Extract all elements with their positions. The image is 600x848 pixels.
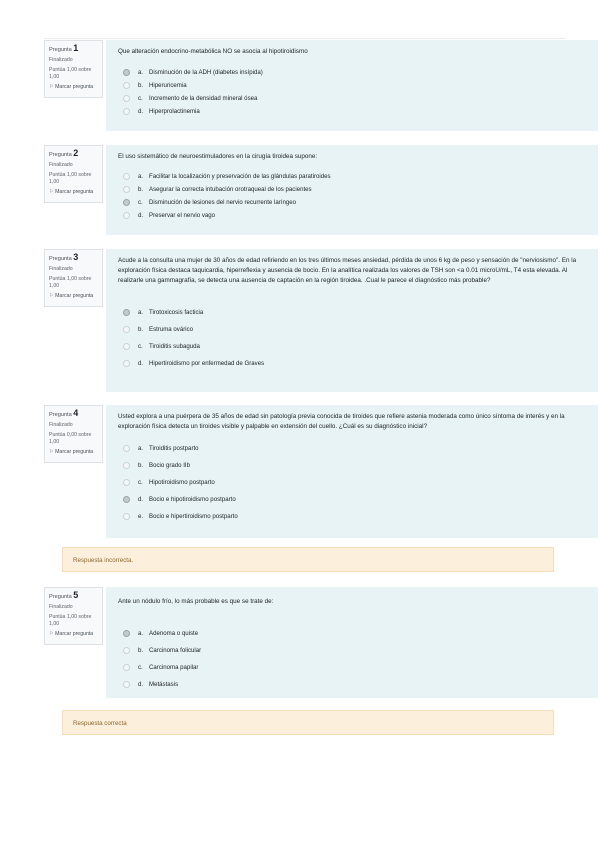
answer-option-c[interactable]: c. Incremento de la densidad mineral ósea xyxy=(118,92,586,105)
flag-question-link[interactable] xyxy=(49,449,99,456)
question-info xyxy=(44,405,103,463)
option-text: Hiperuricemia xyxy=(149,82,187,89)
question-number: 2 xyxy=(73,148,79,158)
option-text: Carcinoma folicular xyxy=(149,647,202,654)
flag-icon: ⚐ xyxy=(49,631,54,637)
radio-button[interactable] xyxy=(123,326,130,333)
radio-button[interactable] xyxy=(123,630,130,637)
answer-options xyxy=(118,66,586,118)
option-text: Bocio grado IIb xyxy=(149,462,190,469)
question-text: El uso sistemático de neuroestimuladores en la cirugía tiroidea supone: xyxy=(118,153,318,160)
flag-question-link[interactable] xyxy=(49,293,99,300)
answer-option-d[interactable]: d. Metástasis xyxy=(118,676,586,693)
option-text: Hipotiroidismo postparto xyxy=(149,479,215,486)
flag-label: Marcar pregunta xyxy=(55,449,94,455)
question-label: Pregunta xyxy=(49,412,72,418)
answer-option-d[interactable]: d. Bocio e hipotiroidismo postparto xyxy=(118,491,586,508)
answer-option-d[interactable]: d. Preservar el nervio vago xyxy=(118,209,586,222)
radio-button[interactable] xyxy=(123,199,130,206)
question-text: Que alteración endocrino-metabólica NO se asocia al hipotiroidismo xyxy=(118,48,308,55)
top-divider xyxy=(44,38,566,39)
option-text: Asegurar la correcta intubación orotraqueal de los pacientes xyxy=(149,186,312,193)
question-info xyxy=(44,40,103,98)
radio-button[interactable] xyxy=(123,647,130,654)
question-text: Usted explora a una puérpera de 35 años de edad sin patología previa conocida de tiroides que refiere astenia moderada como único síntoma de interés y en la exploración física detecta un tiroides visible y palpable en extensión del cuello. ¿Cuál es su diagnóstico inicial? xyxy=(118,413,565,430)
option-text: Hipertiroidismo por enfermedad de Graves xyxy=(149,360,265,367)
answer-option-d[interactable]: d. Hipertiroidismo por enfermedad de Graves xyxy=(118,355,586,372)
answer-options xyxy=(118,625,586,693)
radio-button[interactable] xyxy=(123,360,130,367)
question-label: Pregunta xyxy=(49,152,72,158)
question-score: Puntúa 1,00 sobre 1,00 xyxy=(49,614,92,627)
radio-button[interactable] xyxy=(123,173,130,180)
question-state: Finalizado xyxy=(49,162,73,168)
option-text: Metástasis xyxy=(149,681,179,688)
option-text: Hiperprolactinemia xyxy=(149,108,200,115)
radio-button[interactable] xyxy=(123,681,130,688)
question-state: Finalizado xyxy=(49,266,73,272)
question-label: Pregunta xyxy=(49,594,72,600)
answer-options xyxy=(118,170,586,222)
question-info xyxy=(44,587,103,645)
question-state: Finalizado xyxy=(49,422,73,428)
option-text: Tirotoxicosis facticia xyxy=(149,309,204,316)
question-text: Ante un nódulo frío, lo más probable es que se trate de: xyxy=(118,598,274,605)
option-text: Adenoma o quiste xyxy=(149,630,199,637)
flag-icon: ⚐ xyxy=(49,449,54,455)
answer-option-c[interactable]: c. Tiroiditis subaguda xyxy=(118,338,586,355)
question-label: Pregunta xyxy=(49,256,72,262)
question-number: 3 xyxy=(73,252,79,262)
flag-question-link[interactable] xyxy=(49,84,99,91)
question-content xyxy=(106,587,598,698)
answer-option-c[interactable]: c. Hipotiroidismo postparto xyxy=(118,474,586,491)
radio-button[interactable] xyxy=(123,212,130,219)
flag-label: Marcar pregunta xyxy=(55,631,94,637)
answer-option-c[interactable]: c. Disminución de lesiones del nervio recurrente laríngeo xyxy=(118,196,586,209)
question-number: 4 xyxy=(73,408,79,418)
question-info xyxy=(44,249,103,307)
question-label: Pregunta xyxy=(49,47,72,53)
answer-option-b[interactable]: b. Asegurar la correcta intubación orotraqueal de los pacientes xyxy=(118,183,586,196)
question-text: Acude a la consulta una mujer de 30 años de edad refiriendo en los tres últimos meses ansiedad, pérdida de unos 6 kg de peso y sensación de "nerviosismo". En la exploración física destaca taquicardia, hiperreflexia y ausencia de bocio. En la analítica realizada los valores de TSH son <a 0.01 microU/mL, T4 esta elevada. Al realizarle una gammagrafía, se detecta una ausencia de captación en la región tiroidea. .Cual le parece el diagnóstico más probable? xyxy=(118,257,577,284)
option-text: Tiroiditis postparto xyxy=(149,445,199,452)
radio-button[interactable] xyxy=(123,513,130,520)
radio-button[interactable] xyxy=(123,186,130,193)
question-number: 1 xyxy=(73,43,79,53)
answer-option-b[interactable]: b. Carcinoma folicular xyxy=(118,642,586,659)
option-text: Facilitar la localización y preservación de las glándulas paratiroides xyxy=(149,173,331,180)
radio-button[interactable] xyxy=(123,462,130,469)
answer-option-a[interactable]: a. Tirotoxicosis facticia xyxy=(118,304,586,321)
radio-button[interactable] xyxy=(123,309,130,316)
question-score: Puntúa 1,00 sobre 1,00 xyxy=(49,67,92,80)
question-state: Finalizado xyxy=(49,604,73,610)
answer-options xyxy=(118,440,586,525)
flag-question-link[interactable] xyxy=(49,631,99,638)
radio-button[interactable] xyxy=(123,95,130,102)
radio-button[interactable] xyxy=(123,343,130,350)
flag-icon: ⚐ xyxy=(49,189,54,195)
feedback-incorrect: Respuesta incorrecta. xyxy=(62,547,554,572)
radio-button[interactable] xyxy=(123,82,130,89)
flag-question-link[interactable] xyxy=(49,189,99,196)
answer-option-b[interactable]: b. Estruma ovárico xyxy=(118,321,586,338)
radio-button[interactable] xyxy=(123,108,130,115)
radio-button[interactable] xyxy=(123,479,130,486)
answer-option-c[interactable]: c. Carcinoma papilar xyxy=(118,659,586,676)
option-text: Incremento de la densidad mineral ósea xyxy=(149,95,258,102)
option-text: Bocio e hipotiroidismo postparto xyxy=(149,496,236,503)
answer-option-a[interactable]: a. Facilitar la localización y preservación de las glándulas paratiroides xyxy=(118,170,586,183)
option-text: Estruma ovárico xyxy=(149,326,194,333)
question-score: Puntúa 0,00 sobre 1,00 xyxy=(49,432,92,445)
answer-options xyxy=(118,304,586,372)
option-text: Disminución de la ADH (diabetes insípida) xyxy=(149,69,263,76)
question-content xyxy=(106,405,598,538)
radio-button[interactable] xyxy=(123,69,130,76)
option-text: Preservar el nervio vago xyxy=(149,212,216,219)
question-state: Finalizado xyxy=(49,57,73,63)
option-text: Carcinoma papilar xyxy=(149,664,199,671)
answer-option-e[interactable]: e. Bocio e hipertiroidismo postparto xyxy=(118,508,586,525)
answer-option-b[interactable]: b. Hiperuricemia xyxy=(118,79,586,92)
question-score: Puntúa 1,00 sobre 1,00 xyxy=(49,172,92,185)
flag-label: Marcar pregunta xyxy=(55,84,94,90)
question-content xyxy=(106,249,598,392)
flag-icon: ⚐ xyxy=(49,293,54,299)
radio-button[interactable] xyxy=(123,496,130,503)
radio-button[interactable] xyxy=(123,445,130,452)
question-content xyxy=(106,145,598,235)
answer-option-b[interactable]: b. Bocio grado IIb xyxy=(118,457,586,474)
question-content xyxy=(106,40,598,131)
option-text: Disminución de lesiones del nervio recurrente laríngeo xyxy=(149,199,297,206)
option-text: Tiroiditis subaguda xyxy=(149,343,200,350)
flag-icon: ⚐ xyxy=(49,84,54,90)
flag-label: Marcar pregunta xyxy=(55,293,94,299)
question-info xyxy=(44,145,103,203)
question-score: Puntúa 1,00 sobre 1,00 xyxy=(49,276,92,289)
question-number: 5 xyxy=(73,590,79,600)
answer-option-a[interactable]: a. Adenoma o quiste xyxy=(118,625,586,642)
option-text: Bocio e hipertiroidismo postparto xyxy=(149,513,238,520)
answer-option-a[interactable]: a. Disminución de la ADH (diabetes insípida) xyxy=(118,66,586,79)
radio-button[interactable] xyxy=(123,664,130,671)
answer-option-d[interactable]: d. Hiperprolactinemia xyxy=(118,105,586,118)
answer-option-a[interactable]: a. Tiroiditis postparto xyxy=(118,440,586,457)
flag-label: Marcar pregunta xyxy=(55,189,94,195)
feedback-correct: Respuesta correcta xyxy=(62,710,554,735)
